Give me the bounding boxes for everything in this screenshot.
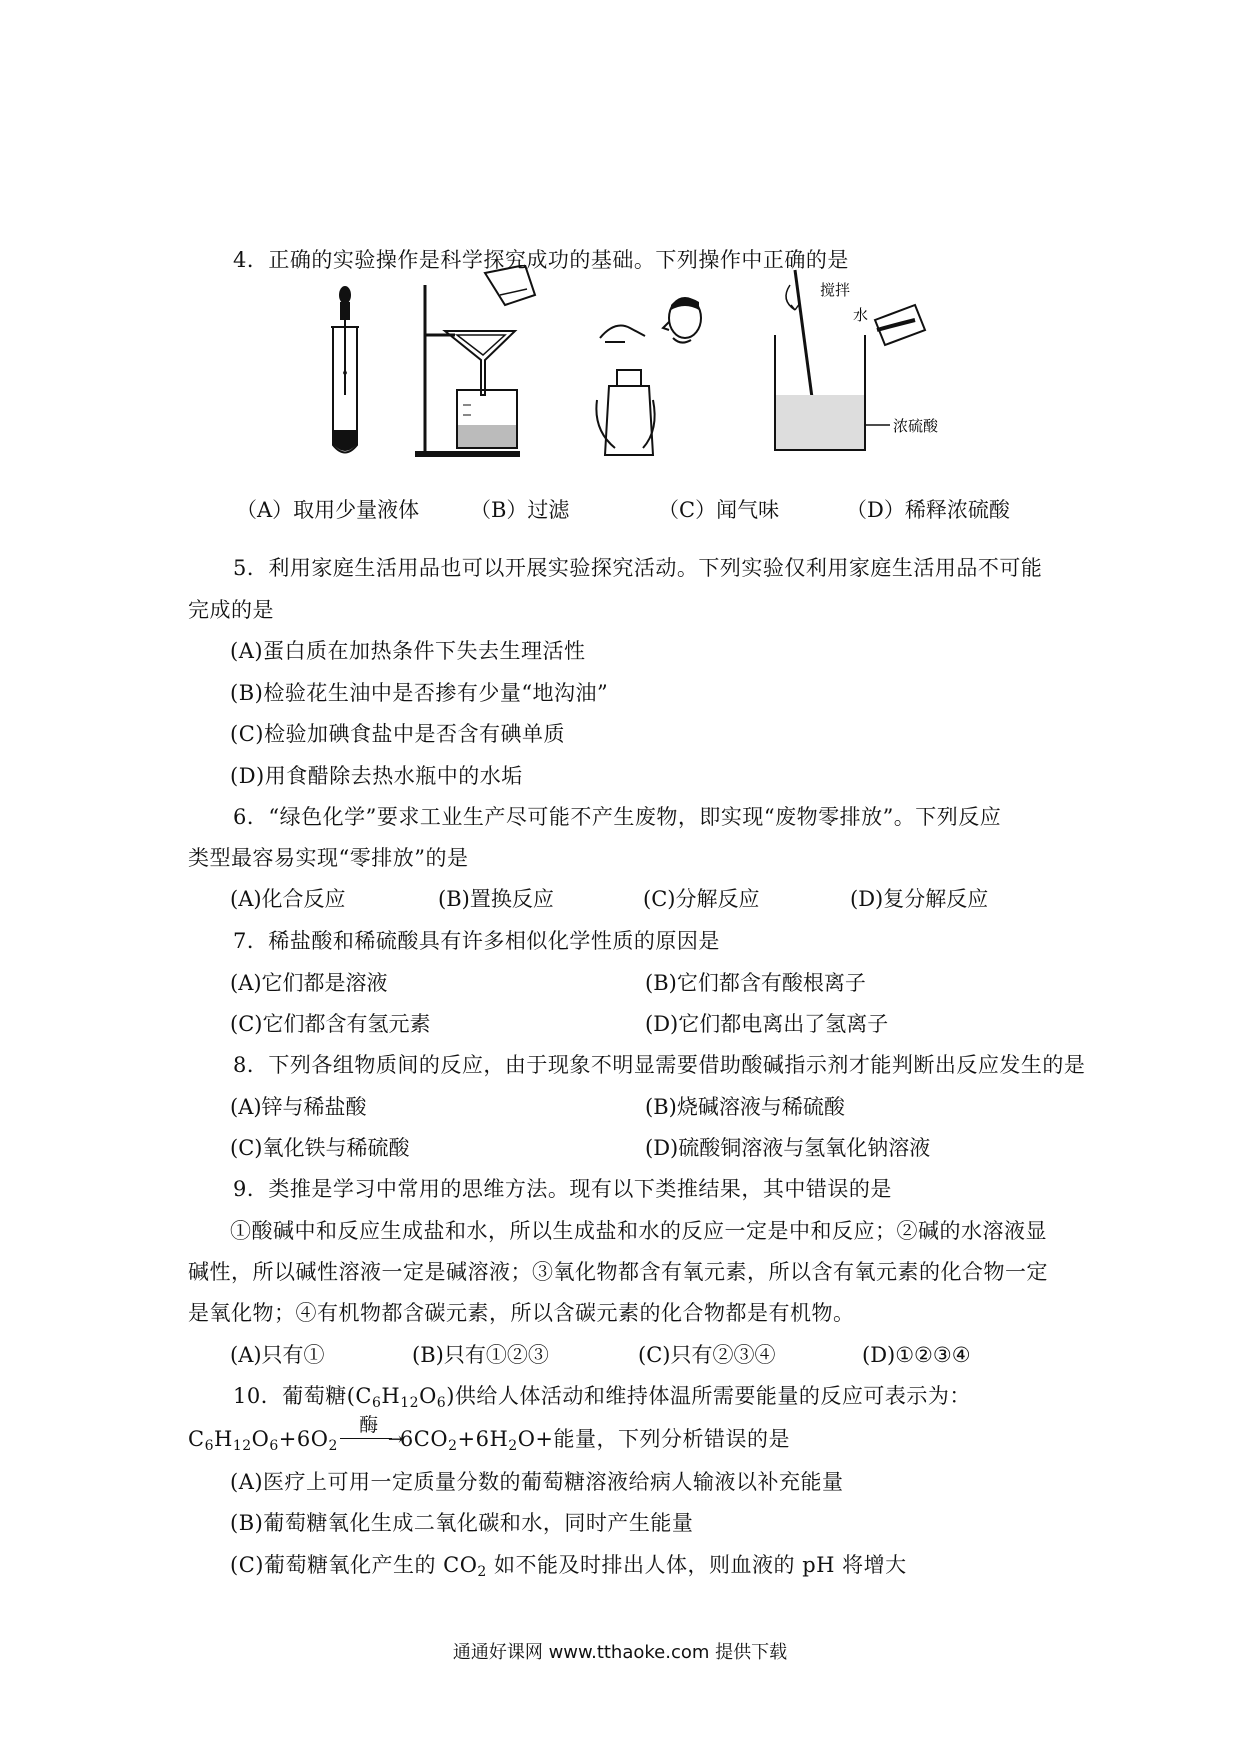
q5-option-c: (C)检验加碘食盐中是否含有碘单质: [230, 722, 565, 746]
q9-option-c: (C)只有②③④: [638, 1343, 776, 1367]
q5-option-a: (A)蛋白质在加热条件下失去生理活性: [230, 639, 586, 663]
smell-gas-figure: [595, 280, 705, 460]
filtration-figure: [415, 265, 545, 460]
q7-stem: 7．稀盐酸和稀硫酸具有许多相似化学性质的原因是: [233, 929, 720, 953]
q8-stem: 8．下列各组物质间的反应，由于现象不明显需要借助酸碱指示剂才能判断出反应发生的是: [233, 1053, 1086, 1077]
q4-stem: 4．正确的实验操作是科学探究成功的基础。下列操作中正确的是: [233, 248, 849, 272]
q4-figures: [300, 281, 1120, 465]
q10-stem: 10．葡萄糖$(C_6H_{12}O_6)$供给人体活动和维持体温所需要能量的反应可表示为：: [233, 1384, 971, 1411]
q7-option-b: (B)它们都含有酸根离子: [645, 971, 866, 995]
stir-label: 搅拌: [820, 281, 851, 299]
q4-caption-b: （B）过滤: [470, 498, 570, 522]
q6-option-a: (A)化合反应: [230, 887, 346, 911]
q6-option-b: (B)置换反应: [438, 887, 554, 911]
q9-option-a: (A)只有①: [230, 1343, 325, 1367]
enzyme-condition: 酶: [359, 1414, 379, 1436]
q10-option-b: (B)葡萄糖氧化生成二氧化碳和水，同时产生能量: [230, 1511, 694, 1535]
q4-caption-d: （D）稀释浓硫酸: [846, 498, 1010, 522]
q6-stem-line2: 类型最容易实现“零排放”的是: [188, 846, 469, 870]
q7-option-a: (A)它们都是溶液: [230, 971, 388, 995]
q8-option-a: (A)锌与稀盐酸: [230, 1095, 367, 1119]
q10-option-a: (A)医疗上可用一定质量分数的葡萄糖溶液给病人输液以补充能量: [230, 1470, 844, 1494]
q9-body-line2: 碱性，所以碱性溶液一定是碱溶液；③氧化物都含有氧元素，所以含有氧元素的化合物一定: [188, 1260, 1048, 1284]
q9-option-b: (B)只有①②③: [412, 1343, 549, 1367]
q5-option-d: (D)用食醋除去热水瓶中的水垢: [230, 764, 523, 788]
water-label: 水: [853, 306, 869, 324]
acid-label: 浓硫酸: [893, 417, 939, 435]
test-tube-dropper-figure: [325, 285, 365, 460]
q6-option-d: (D)复分解反应: [850, 887, 989, 911]
q4-caption-a: （A）取用少量液体: [236, 498, 420, 522]
q5-stem-line1: 5．利用家庭生活用品也可以开展实验探究活动。下列实验仅利用家庭生活用品不可能: [233, 556, 1043, 580]
q8-option-c: (C)氧化铁与稀硫酸: [230, 1136, 410, 1160]
page-footer: 通通好课网 www.tthaoke.com 提供下载: [452, 1642, 788, 1663]
q8-option-d: (D)硫酸铜溶液与氢氧化钠溶液: [645, 1136, 931, 1160]
q4-caption-c: （C）闻气味: [658, 498, 780, 522]
q6-option-c: (C)分解反应: [643, 887, 760, 911]
q10-equation: $C_6H_{12}O_6+6O_2$ 酶 → $6CO_2+6H_2O+$能量，下列分析错误的是: [188, 1424, 790, 1454]
q5-stem-line2: 完成的是: [188, 598, 274, 622]
q9-body-line3: 是氧化物；④有机物都含碳元素，所以含碳元素的化合物都是有机物。: [188, 1301, 855, 1325]
reaction-arrow: 酶 →: [338, 1424, 400, 1454]
q8-option-b: (B)烧碱溶液与稀硫酸: [645, 1095, 845, 1119]
q5-option-b: (B)检验花生油中是否掺有少量“地沟油”: [230, 681, 609, 705]
q9-stem: 9．类推是学习中常用的思维方法。现有以下类推结果，其中错误的是: [233, 1177, 892, 1201]
dilute-acid-figure: [765, 265, 945, 455]
q9-option-d: (D)①②③④: [862, 1343, 971, 1367]
q6-stem-line1: 6．“绿色化学”要求工业生产尽可能不产生废物，即实现“废物零排放”。下列反应: [233, 805, 1002, 829]
q7-option-c: (C)它们都含有氢元素: [230, 1012, 431, 1036]
q10-option-c: (C)葡萄糖氧化产生的 $CO_2$ 如不能及时排出人体，则血液的 pH 将增大: [230, 1553, 907, 1580]
q9-body-line1: ①酸碱中和反应生成盐和水，所以生成盐和水的反应一定是中和反应；②碱的水溶液显: [230, 1219, 1047, 1243]
q7-option-d: (D)它们都电离出了氢离子: [645, 1012, 889, 1036]
